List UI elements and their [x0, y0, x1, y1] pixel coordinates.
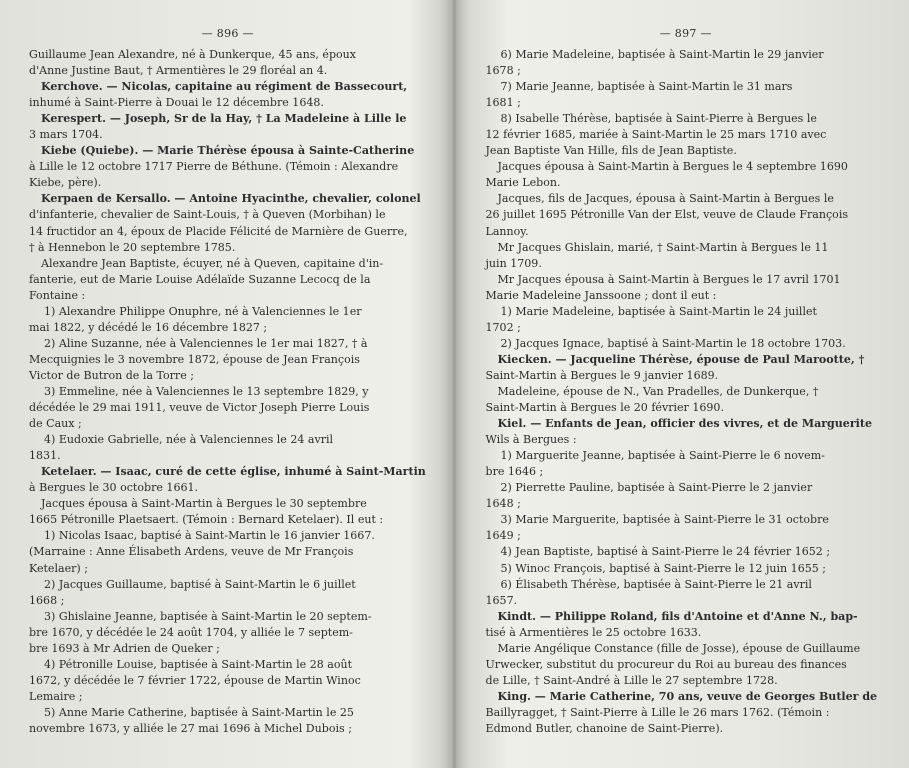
page-number-right: — 897 — — [659, 27, 712, 40]
left-line-19: 2) Aline Suzanne, née à Valenciennes le 1er mai 1827, † à — [44, 336, 368, 350]
right-line-5: 8) Isabelle Thérèse, baptisée à Saint-Pierre à Bergues le — [500, 112, 817, 126]
left-line-14: Alexandre Jean Baptiste, écuyer, né à Queven, capitaine d'in- — [41, 256, 384, 270]
left-line-30: 1665 Pétronille Plaetsaert. (Témoin : Bernard Ketelaer). Il eut : — [29, 513, 384, 527]
right-line-10: Jacques, fils de Jacques, épousa à Saint-Martin à Bergues le — [497, 192, 834, 206]
right-line-17: 1) Marie Madeleine, baptisée à Saint-Martin le 24 juillet — [500, 304, 817, 318]
left-line-18: mai 1822, y décédé le 16 décembre 1827 ; — [29, 320, 268, 334]
left-line-13: † à Hennebon le 20 septembre 1785. — [29, 240, 236, 254]
right-line-8: Jacques épousa à Saint-Martin à Bergues le 4 septembre 1690 — [497, 160, 848, 174]
left-line-24: de Caux ; — [29, 417, 82, 431]
right-line-27: bre 1646 ; — [485, 465, 544, 479]
left-line-21: Victor de Butron de la Torre ; — [29, 368, 194, 382]
right-line-28: 2) Pierrette Pauline, baptisée à Saint-Pierre le 2 janvier — [500, 481, 813, 495]
right-line-36: Kindt. — Philippe Roland, fils d'Antoine et d'Anne N., bap- — [497, 609, 858, 623]
right-line-21: Saint-Martin à Bergues le 9 janvier 1689. — [485, 368, 719, 382]
right-line-19: 2) Jacques Ignace, baptisé à Saint-Martin le 18 octobre 1703. — [500, 336, 846, 350]
left-line-26: 1831. — [29, 449, 61, 463]
right-line-29: 1648 ; — [485, 497, 521, 511]
left-line-41: Lemaire ; — [29, 689, 83, 703]
left-line-32: (Marraine : Anne Élisabeth Ardens, veuve de Mr François — [29, 545, 354, 559]
right-line-35: 1657. — [485, 593, 518, 607]
right-line-40: de Lille, † Saint-André à Lille le 27 septembre 1728. — [485, 673, 778, 687]
left-line-42: 5) Anne Marie Catherine, baptisée à Saint-Martin le 25 — [44, 705, 354, 719]
left-line-3: Kerchove. — Nicolas, capitaine au régiment de Bassecourt, — [41, 80, 408, 94]
right-line-12: Lannoy. — [485, 224, 529, 238]
right-line-26: 1) Marguerite Jeanne, baptisée à Saint-Pierre le 6 novem- — [500, 449, 825, 463]
left-line-20: Mecquignies le 3 novembre 1872, épouse de Jean François — [29, 352, 360, 366]
left-line-39: 4) Pétronille Louise, baptisée à Saint-Martin le 28 août — [44, 657, 353, 671]
left-line-31: 1) Nicolas Isaac, baptisé à Saint-Martin le 16 janvier 1667. — [44, 529, 375, 543]
right-line-33: 5) Winoc François, baptisé à Saint-Pierre le 12 juin 1655 ; — [500, 561, 827, 575]
right-page — [455, 0, 909, 768]
right-line-30: 3) Marie Marguerite, baptisée à Saint-Pierre le 31 octobre — [500, 513, 829, 527]
right-line-16: Marie Madeleine Janssoone ; dont il eut : — [485, 288, 717, 302]
left-line-11: d'infanterie, chevalier de Saint-Louis, † à Queven (Morbihan) le — [29, 208, 386, 222]
left-line-25: 4) Eudoxie Gabrielle, née à Valenciennes le 24 avril — [44, 433, 334, 447]
left-line-6: 3 mars 1704. — [29, 128, 103, 142]
page-number-left: — 896 — — [201, 27, 254, 40]
right-line-9: Marie Lebon. — [485, 176, 561, 190]
left-line-29: Jacques épousa à Saint-Martin à Bergues le 30 septembre — [41, 497, 367, 511]
left-line-9: Kiebe, père). — [29, 176, 102, 190]
right-line-24: Kiel. — Enfants de Jean, officier des vivres, et de Marguerite — [497, 417, 872, 431]
left-line-16: Fontaine : — [29, 288, 86, 302]
left-line-17: 1) Alexandre Philippe Onuphre, né à Valenciennes le 1er — [44, 304, 362, 318]
right-line-31: 1649 ; — [485, 529, 521, 543]
right-line-3: 7) Marie Jeanne, baptisée à Saint-Martin le 31 mars — [500, 80, 793, 94]
left-line-4: inhumé à Saint-Pierre à Douai le 12 décembre 1648. — [29, 96, 324, 110]
left-line-35: 1668 ; — [29, 593, 65, 607]
right-line-23: Saint-Martin à Bergues le 20 février 1690. — [485, 401, 724, 415]
left-line-22: 3) Emmeline, née à Valenciennes le 13 septembre 1829, y — [44, 384, 369, 398]
right-line-41: King. — Marie Catherine, 70 ans, veuve de Georges Butler de — [497, 689, 878, 703]
right-line-1: 6) Marie Madeleine, baptisée à Saint-Martin le 29 janvier — [500, 48, 824, 61]
left-line-15: fanterie, eut de Marie Louise Adélaïde Suzanne Lecocq de la — [29, 272, 371, 286]
right-line-14: juin 1709. — [485, 256, 542, 270]
left-line-34: 2) Jacques Guillaume, baptisé à Saint-Martin le 6 juillet — [44, 577, 356, 591]
left-line-23: décédée le 29 mai 1911, veuve de Victor Joseph Pierre Louis — [29, 401, 370, 415]
right-line-32: 4) Jean Baptiste, baptisé à Saint-Pierre le 24 février 1652 ; — [500, 545, 831, 559]
right-line-22: Madeleine, épouse de N., Van Pradelles, de Dunkerque, † — [497, 384, 819, 398]
right-line-43: Edmond Butler, chanoine de Saint-Pierre). — [485, 721, 724, 735]
right-line-7: Jean Baptiste Van Hille, fils de Jean Baptiste. — [485, 144, 737, 158]
left-line-27: Ketelaer. — Isaac, curé de cette église, inhumé à Saint-Martin — [41, 465, 426, 479]
left-line-37: bre 1670, y décédée le 24 août 1704, y alliée le 7 septem- — [29, 625, 353, 639]
right-line-42: Baillyragget, † Saint-Pierre à Lille le 26 mars 1762. (Témoin : — [485, 705, 830, 719]
left-line-10: Kerpaen de Kersallo. — Antoine Hyacinthe, chevalier, colonel — [41, 192, 421, 206]
left-line-40: 1672, y décédée le 7 février 1722, épouse de Martin Winoc — [29, 673, 361, 687]
right-line-20: Kiecken. — Jacqueline Thérèse, épouse de Paul Marootte, † — [497, 352, 865, 366]
left-line-36: 3) Ghislaine Jeanne, baptisée à Saint-Martin le 20 septem- — [44, 609, 372, 623]
right-line-15: Mr Jacques épousa à Saint-Martin à Bergues le 17 avril 1701 — [497, 272, 841, 286]
right-line-37: tisé à Armentières le 25 octobre 1633. — [485, 625, 702, 639]
left-line-43: novembre 1673, y alliée le 27 mai 1696 à Michel Dubois ; — [29, 721, 352, 735]
left-line-7: Kiebe (Quiebe). — Marie Thérèse épousa à Sainte-Catherine — [41, 144, 415, 158]
right-line-2: 1678 ; — [485, 64, 521, 78]
right-line-25: Wils à Bergues : — [485, 433, 577, 447]
right-line-18: 1702 ; — [485, 320, 521, 334]
left-line-8: à Lille le 12 octobre 1717 Pierre de Béthune. (Témoin : Alexandre — [29, 160, 399, 174]
right-line-6: 12 février 1685, mariée à Saint-Martin le 25 mars 1710 avec — [485, 128, 827, 142]
left-line-5: Kerespert. — Joseph, Sr de la Hay, † La Madeleine à Lille le — [41, 112, 407, 126]
right-line-38: Marie Angélique Constance (fille de Josse), épouse de Guillaume — [497, 641, 861, 655]
right-line-13: Mr Jacques Ghislain, marié, † Saint-Martin à Bergues le 11 — [497, 240, 829, 254]
right-line-39: Urwecker, substitut du procureur du Roi au bureau des finances — [485, 657, 847, 671]
right-line-4: 1681 ; — [485, 96, 521, 110]
right-line-11: 26 juillet 1695 Pétronille Van der Elst, veuve de Claude François — [485, 208, 849, 222]
left-line-38: bre 1693 à Mr Adrien de Queker ; — [29, 641, 220, 655]
left-line-1: Guillaume Jean Alexandre, né à Dunkerque, 45 ans, époux — [29, 48, 357, 61]
right-line-34: 6) Élisabeth Thérèse, baptisée à Saint-Pierre le 21 avril — [500, 577, 812, 591]
left-line-28: à Bergues le 30 octobre 1661. — [29, 481, 199, 495]
left-line-12: 14 fructidor an 4, époux de Placide Félicité de Marnière de Guerre, — [29, 224, 408, 238]
left-line-2: d'Anne Justine Baut, † Armentières le 29 floréal an 4. — [29, 64, 328, 78]
left-line-33: Ketelaer) ; — [29, 561, 88, 575]
